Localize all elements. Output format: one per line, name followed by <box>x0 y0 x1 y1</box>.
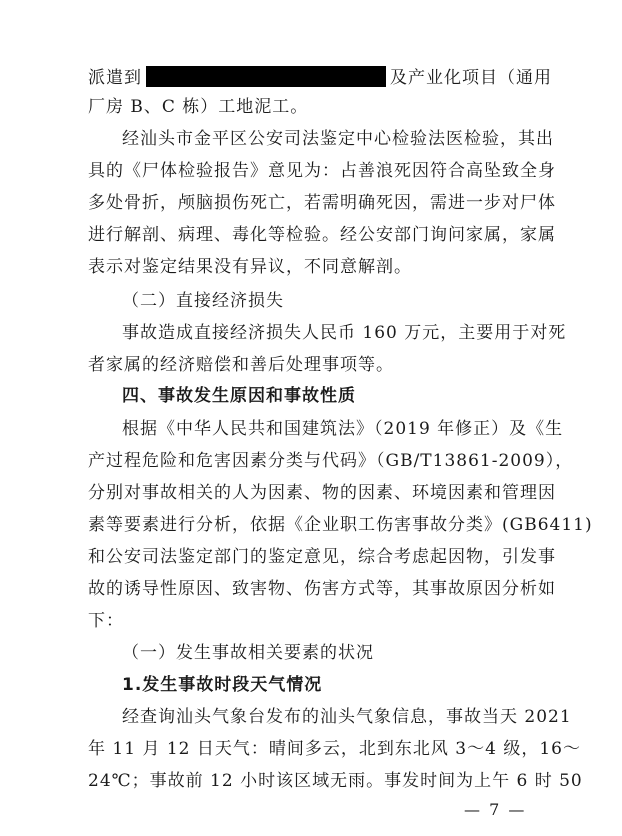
para4-line6: 故的诱导性原因、致害物、伤害方式等，其事故原因分析如 <box>88 579 556 599</box>
para1-line1-after: 及产业化项目（通用 <box>390 68 552 88</box>
para1-line1 <box>88 66 552 89</box>
heading-economic-loss: （二）直接经济损失 <box>122 291 284 311</box>
para4-line3: 分别对事故相关的人为因素、物的因素、环境因素和管理因 <box>88 483 556 503</box>
para2-line4: 进行解剖、病理、毒化等检验。经公安部门询问家属，家属 <box>88 225 556 245</box>
para4-line2: 产过程危险和危害因素分类与代码》（GB/T13861-2009）， <box>88 451 574 471</box>
para2-line2: 具的《尸体检验报告》意见为：占善浪死因符合高坠致全身 <box>88 161 556 181</box>
para3-line2: 者家属的经济赔偿和善后处理事项等。 <box>88 355 394 375</box>
para4-line5: 和公安司法鉴定部门的鉴定意见，综合考虑起因物，引发事 <box>88 547 556 567</box>
page-number: — 7 — <box>464 800 527 819</box>
para5-line1: 经查询汕头气象台发布的汕头气象信息，事故当天 2021 <box>122 707 572 727</box>
para4-line1: 根据《中华人民共和国建筑法》（2019 年修正）及《生 <box>122 419 564 439</box>
heading-cause: 四、事故发生原因和事故性质 <box>122 386 356 406</box>
para2-line3: 多处骨折，颅脑损伤死亡，若需明确死因，需进一步对尸体 <box>88 193 556 213</box>
para2-line5: 表示对鉴定结果没有异议，不同意解剖。 <box>88 257 412 277</box>
para1-line1-before: 派遣到 <box>88 68 142 88</box>
heading-weather: 1.发生事故时段天气情况 <box>122 675 323 695</box>
para4-line4: 素等要素进行分析，依据《企业职工伤害事故分类》(GB6411) <box>88 515 593 535</box>
para5-line2: 年 11 月 12 日天气：晴间多云，北到东北风 3～4 级，16～ <box>88 739 581 759</box>
para4-line7: 下： <box>88 611 124 631</box>
heading-factors: （一）发生事故相关要素的状况 <box>122 643 374 663</box>
para3-line1: 事故造成直接经济损失人民币 160 万元，主要用于对死 <box>122 323 567 343</box>
redaction-block <box>146 66 386 87</box>
para1-line2: 厂房 B、C 栋）工地泥工。 <box>88 97 309 117</box>
para2-line1: 经汕头市金平区公安司法鉴定中心检验法医检验，其出 <box>122 129 554 149</box>
para5-line3: 24℃；事故前 12 小时该区域无雨。事发时间为上午 6 时 50 <box>88 771 583 791</box>
